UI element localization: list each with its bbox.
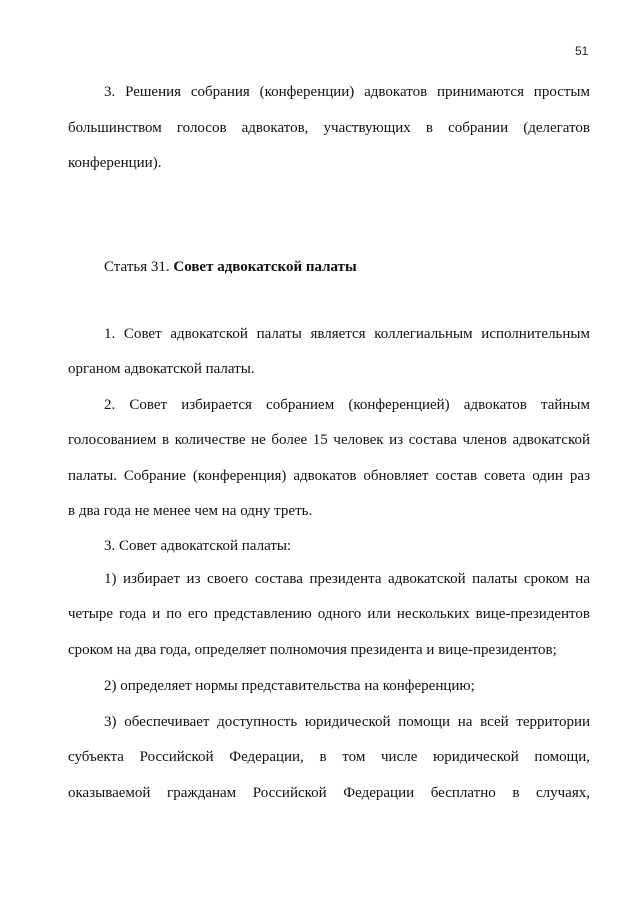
paragraph-line: 3. Решения собрания (конференции) адвокатов принимаются простым bbox=[104, 84, 590, 100]
paragraph-line: 3. Совет адвокатской палаты: bbox=[104, 538, 292, 554]
article-prefix: Статья 31. bbox=[104, 259, 170, 275]
list-item-line: 3) обеспечивает доступность юридической помощи на всей территории bbox=[104, 714, 590, 730]
paragraph-line: органом адвокатской палаты. bbox=[68, 361, 255, 377]
list-item-line: оказываемой гражданам Российской Федерации бесплатно в случаях, bbox=[68, 785, 590, 801]
list-item-line: субъекта Российской Федерации, в том числе юридической помощи, bbox=[68, 749, 590, 765]
list-item-line: сроком на два года, определяет полномочия президента и вице-президентов; bbox=[68, 642, 557, 658]
paragraph-line: голосованием в количестве не более 15 человек из состава членов адвокатской bbox=[68, 432, 590, 448]
page-number: 51 bbox=[575, 44, 589, 58]
article-title: Совет адвокатской палаты bbox=[173, 259, 357, 275]
list-item-line: четыре года и по его представлению одного или нескольких вице-президентов bbox=[68, 606, 590, 622]
paragraph-line: 1. Совет адвокатской палаты является коллегиальным исполнительным bbox=[104, 326, 590, 342]
list-item-line: 1) избирает из своего состава президента адвокатской палаты сроком на bbox=[104, 571, 590, 587]
paragraph-line: большинством голосов адвокатов, участвующих в собрании (делегатов bbox=[68, 120, 590, 136]
article-heading bbox=[104, 258, 590, 276]
paragraph-line: палаты. Собрание (конференция) адвокатов обновляет состав совета один раз bbox=[68, 468, 590, 484]
paragraph-line: 2. Совет избирается собранием (конференцией) адвокатов тайным bbox=[104, 397, 590, 413]
list-item-line: 2) определяет нормы представительства на конференцию; bbox=[104, 678, 475, 694]
paragraph-line: конференции). bbox=[68, 155, 162, 171]
paragraph-line: в два года не менее чем на одну треть. bbox=[68, 503, 313, 519]
